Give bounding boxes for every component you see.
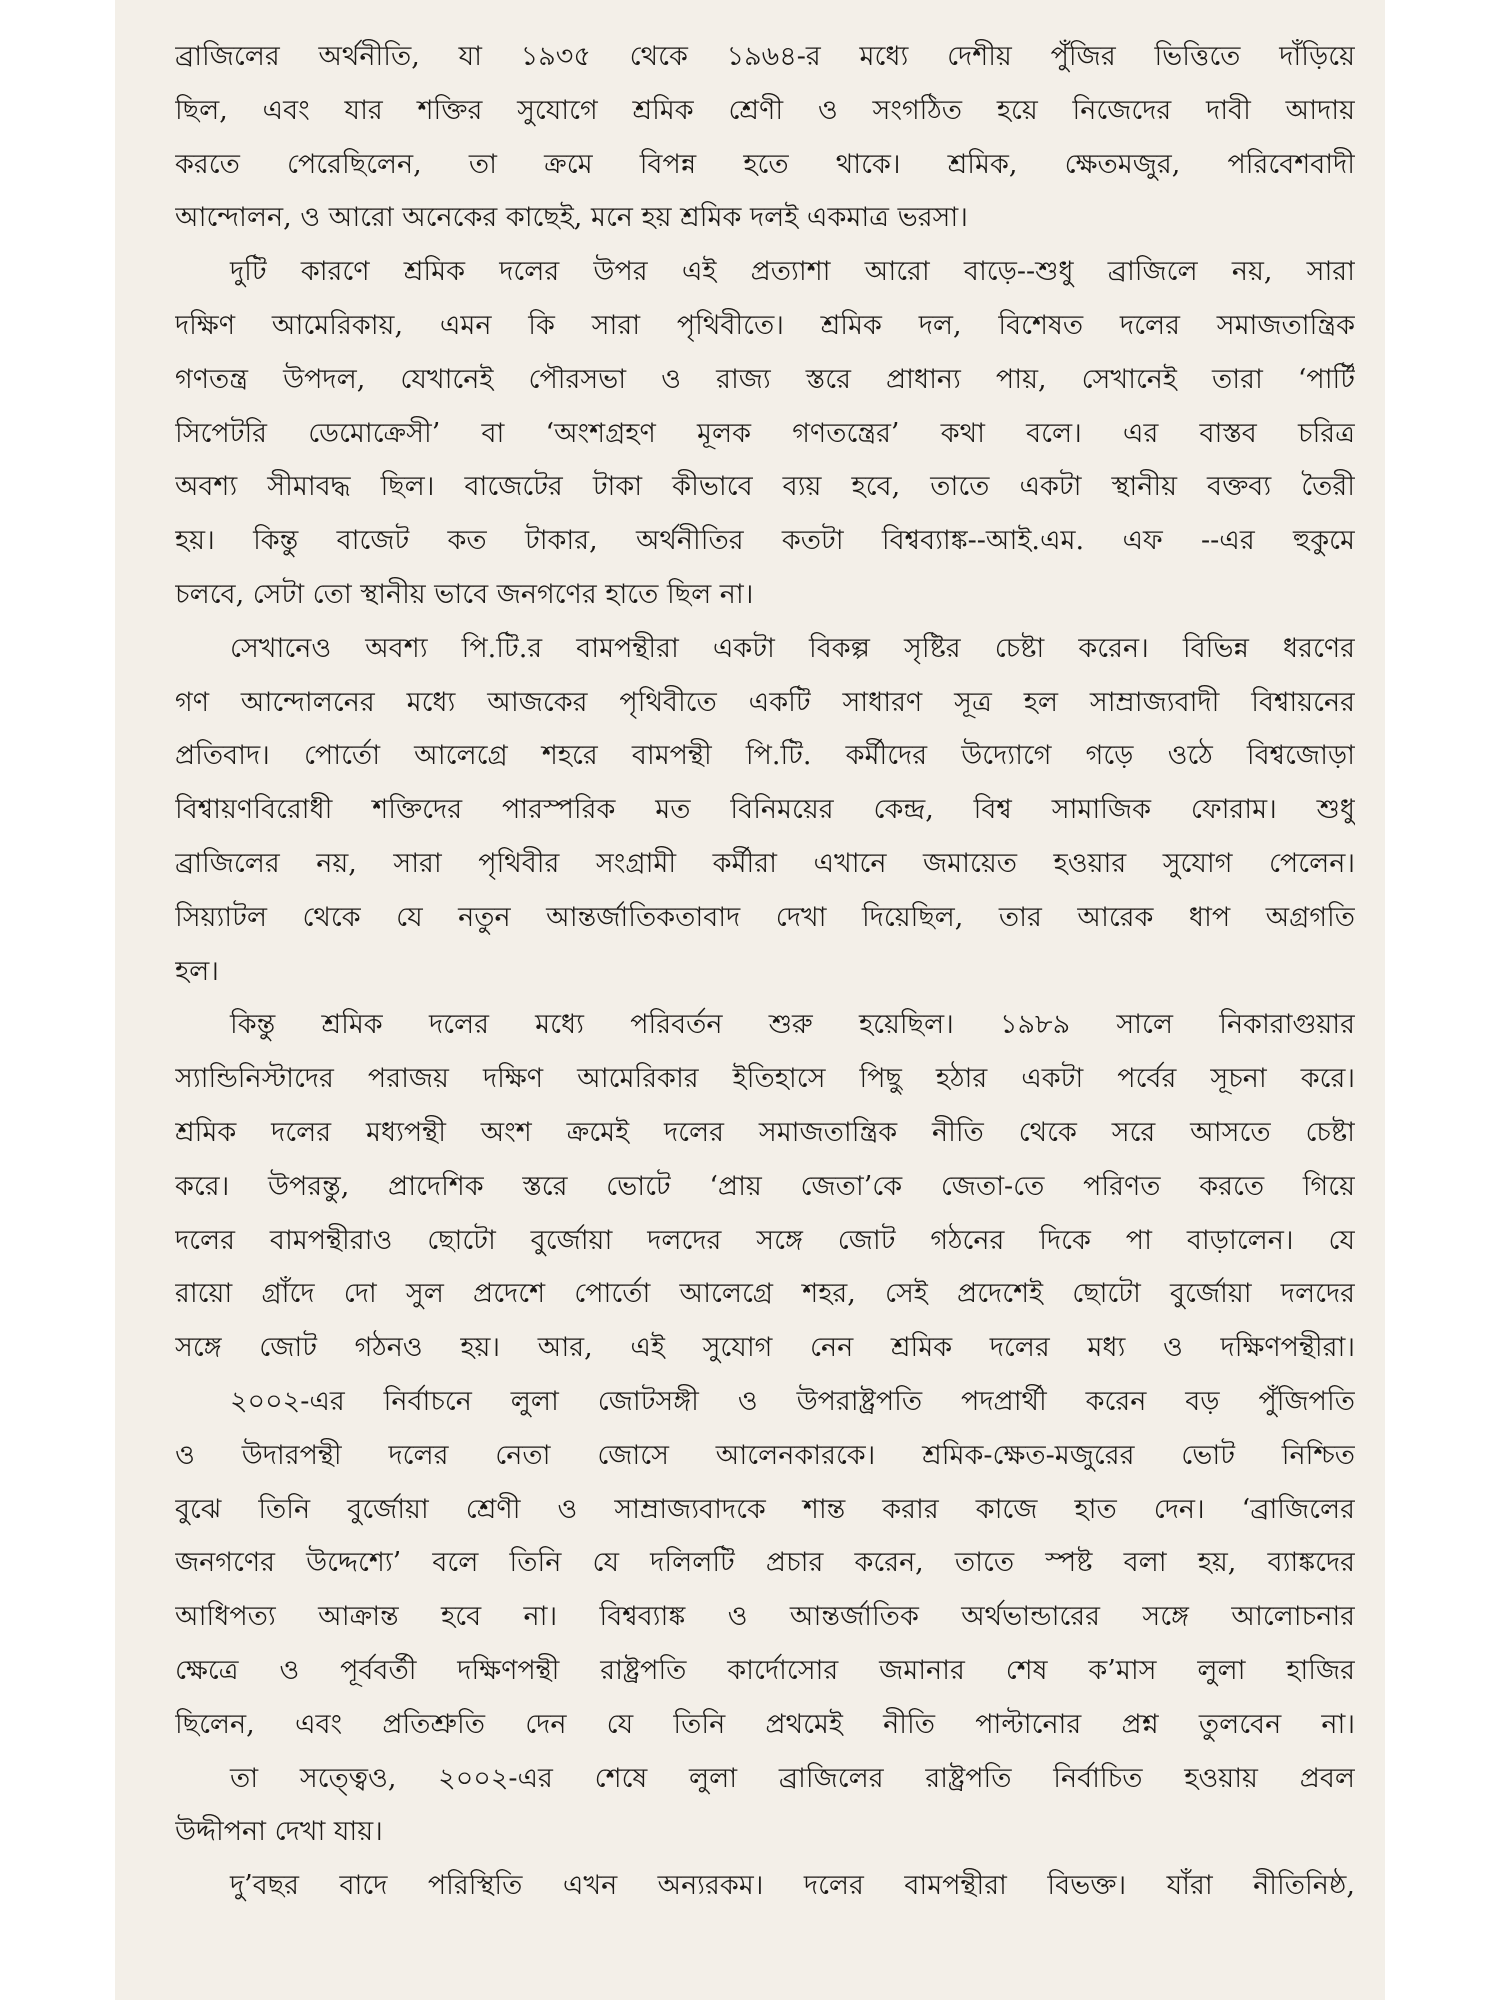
text-line: রায়ো গ্রাঁদে দো সুল প্রদেশে পোর্তো আলেগ্রে শহর, সেই প্রদেশেই ছোটো বুর্জোয়া দলদের xyxy=(175,1278,1355,1310)
text-line: ক্ষেত্রে ও পূর্ববর্তী দক্ষিণপন্থী রাষ্ট্রপতি কার্দোসোর জমানার শেষ ক’মাস লুলা হাজির xyxy=(175,1654,1355,1686)
text-line: ব্রাজিলের অর্থনীতি, যা ১৯৩৫ থেকে ১৯৬৪-র মধ্যে দেশীয় পুঁজির ভিত্তিতে দাঁড়িয়ে xyxy=(175,41,1355,72)
text-line: ২০০২-এর নির্বাচনে লুলা জোটসঙ্গী ও উপরাষ্ট্রপতি পদপ্রার্থী করেন বড় পুঁজিপতি xyxy=(230,1385,1355,1417)
text-line: স্যান্ডিনিস্টাদের পরাজয় দক্ষিণ আমেরিকার ইতিহাসে পিছু হঠার একটা পর্বের সূচনা করে। xyxy=(175,1063,1355,1095)
text-line: অবশ্য সীমাবদ্ধ ছিল। বাজেটের টাকা কীভাবে ব্যয় হবে, তাতে একটা স্থানীয় বক্তব্য তৈরী xyxy=(175,471,1355,503)
text-line: দলের বামপন্থীরাও ছোটো বুর্জোয়া দলদের সঙ্গে জোট গঠনের দিকে পা বাড়ালেন। যে xyxy=(175,1224,1355,1256)
text-line: সেখানেও অবশ্য পি.টি.র বামপন্থীরা একটা বিকল্প সৃষ্টির চেষ্টা করেন। বিভিন্ন ধরণের xyxy=(230,632,1355,664)
text-line: হয়। কিন্তু বাজেট কত টাকার, অর্থনীতির কতটা বিশ্বব্যাঙ্ক--আই.এম. এফ --এর হুকুমে xyxy=(175,525,1355,557)
text-line: ছিলেন, এবং প্রতিশ্রুতি দেন যে তিনি প্রথমেই নীতি পাল্টানোর প্রশ্ন তুলবেন না। xyxy=(175,1708,1355,1740)
text-line: চলবে, সেটা তো স্থানীয় ভাবে জনগণের হাতে ছিল না। xyxy=(175,578,754,610)
text-line: ছিল, এবং যার শক্তির সুযোগে শ্রমিক শ্রেণী ও সংগঠিত হয়ে নিজেদের দাবী আদায় xyxy=(175,94,1355,126)
text-line: দুটি কারণে শ্রমিক দলের উপর এই প্রত্যাশা আরো বাড়ে--শুধু ব্রাজিলে নয়, সারা xyxy=(230,256,1355,288)
text-line: জনগণের উদ্দেশ্যে’ বলে তিনি যে দলিলটি প্রচার করেন, তাতে স্পষ্ট বলা হয়, ব্যাঙ্কদের xyxy=(175,1547,1355,1579)
text-line: প্রতিবাদ। পোর্তো আলেগ্রে শহরে বামপন্থী পি.টি. কর্মীদের উদ্যোগে গড়ে ওঠে বিশ্বজোড়া xyxy=(175,740,1355,772)
text-line: বিশ্বায়ণবিরোধী শক্তিদের পারস্পরিক মত বিনিময়ের কেন্দ্র, বিশ্ব সামাজিক ফোরাম। শুধু xyxy=(175,794,1355,826)
text-line: করে। উপরন্তু, প্রাদেশিক স্তরে ভোটে ‘প্রায় জেতা’কে জেতা-তে পরিণত করতে গিয়ে xyxy=(175,1170,1355,1202)
text-line: বুঝে তিনি বুর্জোয়া শ্রেণী ও সাম্রাজ্যবাদকে শান্ত করার কাজে হাত দেন। ‘ব্রাজিলের xyxy=(175,1493,1355,1525)
text-line: আধিপত্য আক্রান্ত হবে না। বিশ্বব্যাঙ্ক ও আন্তর্জাতিক অর্থভান্ডারের সঙ্গে আলোচনার xyxy=(175,1601,1355,1633)
text-line: ব্রাজিলের নয়, সারা পৃথিবীর সংগ্রামী কর্মীরা এখানে জমায়েত হওয়ার সুযোগ পেলেন। xyxy=(175,847,1355,879)
text-line: তা সত্ত্বেও, ২০০২-এর শেষে লুলা ব্রাজিলের রাষ্ট্রপতি নির্বাচিত হওয়ায় প্রবল xyxy=(230,1762,1355,1794)
text-line: কিন্তু শ্রমিক দলের মধ্যে পরিবর্তন শুরু হয়েছিল। ১৯৮৯ সালে নিকারাগুয়ার xyxy=(230,1009,1355,1041)
text-line: সিয়্যাটল থেকে যে নতুন আন্তর্জাতিকতাবাদ দেখা দিয়েছিল, তার আরেক ধাপ অগ্রগতি xyxy=(175,901,1355,933)
text-line: দক্ষিণ আমেরিকায়, এমন কি সারা পৃথিবীতে। শ্রমিক দল, বিশেষত দলের সমাজতান্ত্রিক xyxy=(175,309,1355,341)
text-line: দু’বছর বাদে পরিস্থিতি এখন অন্যরকম। দলের বামপন্থীরা বিভক্ত। যাঁরা নীতিনিষ্ঠ, xyxy=(230,1870,1355,1902)
text-line: শ্রমিক দলের মধ্যপন্থী অংশ ক্রমেই দলের সমাজতান্ত্রিক নীতি থেকে সরে আসতে চেষ্টা xyxy=(175,1116,1355,1148)
text-line: সঙ্গে জোট গঠনও হয়। আর, এই সুযোগ নেন শ্রমিক দলের মধ্য ও দক্ষিণপন্থীরা। xyxy=(175,1332,1355,1364)
text-line: গণতন্ত্র উপদল, যেখানেই পৌরসভা ও রাজ্য স্তরে প্রাধান্য পায়, সেখানেই তারা ‘পার্টি xyxy=(175,363,1355,395)
text-line: সিপেটরি ডেমোক্রেসী’ বা ‘অংশগ্রহণ মূলক গণতন্ত্রের’ কথা বলে। এর বাস্তব চরিত্র xyxy=(175,417,1355,449)
text-line: হল। xyxy=(175,955,219,987)
page-body-text xyxy=(175,30,1355,1913)
text-line: গণ আন্দোলনের মধ্যে আজকের পৃথিবীতে একটি সাধারণ সূত্র হল সাম্রাজ্যবাদী বিশ্বায়নের xyxy=(175,686,1355,718)
text-line: ও উদারপন্থী দলের নেতা জোসে আলেনকারকে। শ্রমিক-ক্ষেত-মজুরের ভোট নিশ্চিত xyxy=(175,1439,1355,1471)
text-line: আন্দোলন, ও আরো অনেকের কাছেই, মনে হয় শ্রমিক দলই একমাত্র ভরসা। xyxy=(175,202,968,234)
text-line: উদ্দীপনা দেখা যায়। xyxy=(175,1816,383,1848)
text-line: করতে পেরেছিলেন, তা ক্রমে বিপন্ন হতে থাকে। শ্রমিক, ক্ষেতমজুর, পরিবেশবাদী xyxy=(175,148,1355,180)
